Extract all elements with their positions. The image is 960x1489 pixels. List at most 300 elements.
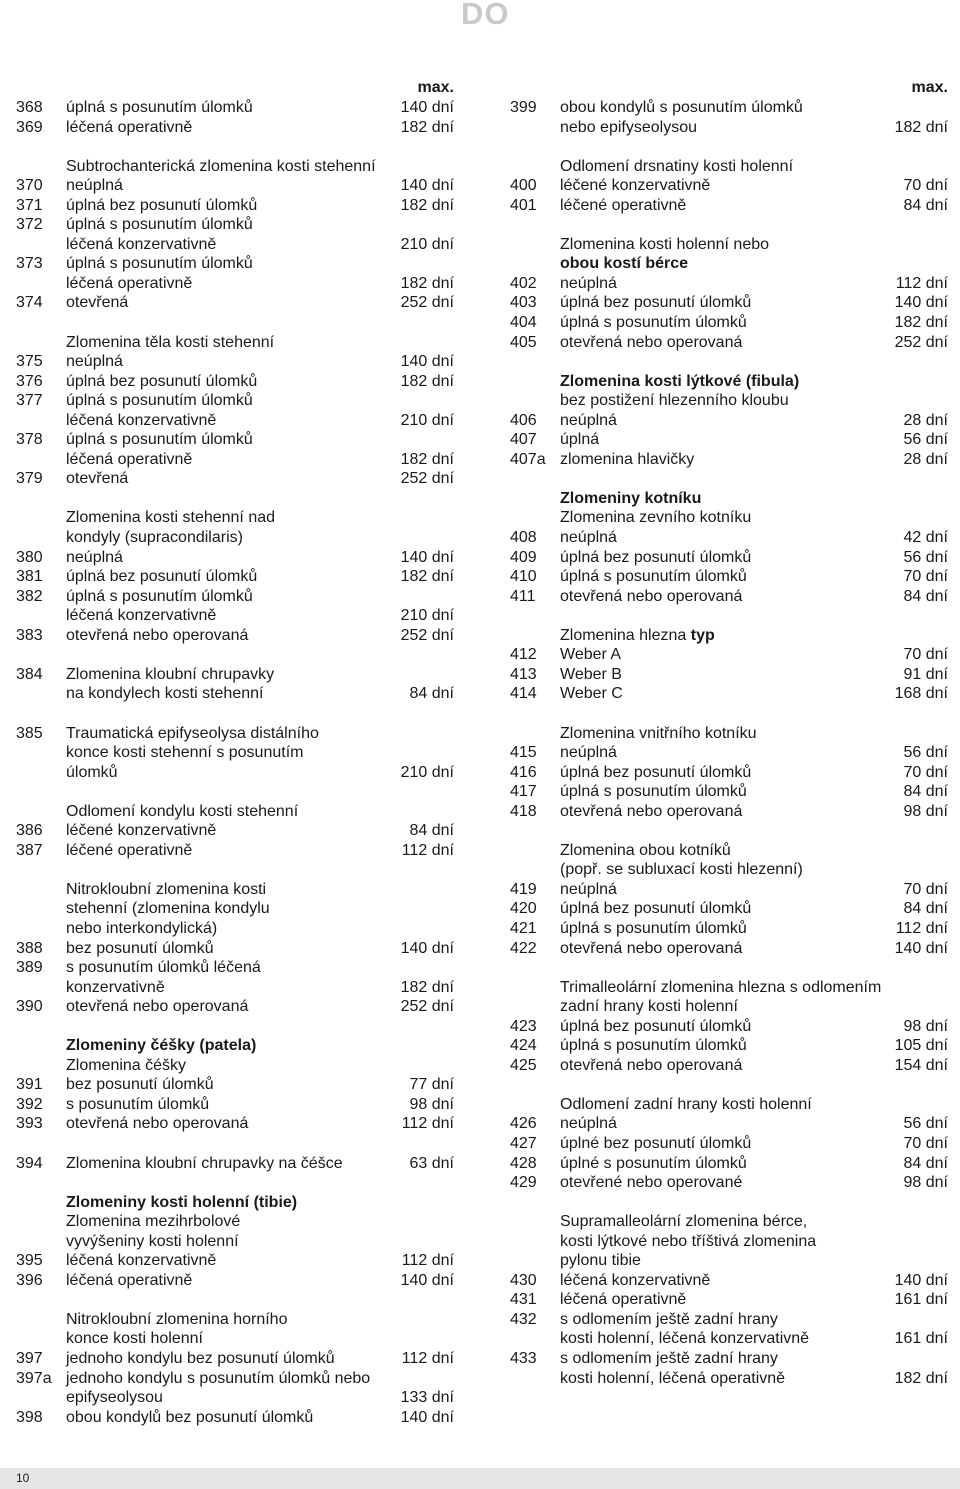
max-duration: 140 dní [400,1408,454,1426]
item-description: neúplná [560,529,617,547]
item-description: Weber A [560,646,622,664]
item-code: 370 [16,177,43,195]
item-description: Subtrochanterická zlomenina kosti stehenní [66,157,376,175]
item-row [16,1154,454,1174]
max-duration: 140 dní [400,177,454,195]
item-code: 429 [510,1174,537,1192]
item-row [510,1134,948,1154]
item-code: 421 [510,919,537,937]
item-description: neúplná [66,177,123,195]
item-description: léčená konzervativně [66,235,217,253]
heading-row [16,274,454,294]
section-gap [16,1017,454,1037]
item-description: Zlomenina vnitřního kotníku [560,724,757,742]
item-description: léčená konzervativně [66,607,217,625]
max-duration: 140 dní [400,939,454,957]
item-description [560,626,942,646]
max-duration: 77 dní [409,1076,454,1094]
heading-row [510,626,948,646]
item-row [510,1154,948,1174]
item-description: kondyly (supracondilaris) [66,529,243,547]
max-duration: 98 dní [903,1174,948,1192]
section-heading: Zlomenina kosti lýtkové (fibula) [560,372,800,390]
item-description: léčená konzervativně [66,1252,217,1270]
item-code: 373 [16,255,43,273]
heading-row [510,118,948,138]
section-gap [16,1173,454,1193]
max-duration: 28 dní [903,450,948,468]
heading-row [16,606,454,626]
item-code: 376 [16,372,43,390]
item-description: léčená konzervativně [560,1271,711,1289]
heading-row [510,1329,948,1349]
item-row [16,1075,454,1095]
item-row [16,958,454,978]
item-description: otevřená nebo operovaná [560,939,743,957]
section-gap [16,489,454,509]
item-description: Zlomenina kosti holenní nebo [560,235,770,253]
item-description: léčená operativně [560,1291,687,1309]
item-description: pylonu tibie [560,1252,641,1270]
item-code: 386 [16,822,43,840]
max-duration: 84 dní [903,783,948,801]
item-row [16,1408,454,1428]
item-row [510,98,948,118]
max-duration: 98 dní [409,1095,454,1113]
item-description: zadní hrany kosti holenní [560,998,738,1016]
section-gap [510,704,948,724]
item-code: 384 [16,665,43,683]
item-row [510,1017,948,1037]
item-row [16,841,454,861]
item-code: 406 [510,411,537,429]
item-row [16,391,454,411]
item-code: 428 [510,1154,537,1172]
item-description: Odlomení zadní hrany kosti holenní [560,1095,812,1113]
max-duration: 63 dní [409,1154,454,1172]
left-column [16,78,454,1427]
heading-row [16,508,454,528]
item-description: Odlomení drsnatiny kosti holenní [560,157,794,175]
item-description: neúplná [66,548,123,566]
item-description: otevřená nebo operovaná [66,626,249,644]
item-row [510,1310,948,1330]
max-duration: 182 dní [400,196,454,214]
max-duration: 84 dní [409,822,454,840]
item-description: otevřená nebo operovaná [560,802,743,820]
item-description: úplná bez posunutí úlomků [66,196,258,214]
item-description: Zlomenina kloubní chrupavky na čéšce [66,1154,343,1172]
max-duration: 210 dní [400,235,454,253]
max-duration: 28 dní [903,411,948,429]
section-gap [16,645,454,665]
max-duration: 154 dní [894,1056,948,1074]
max-duration: 140 dní [400,548,454,566]
item-description: úplná [560,431,600,449]
item-description: léčená operativně [66,450,193,468]
item-code: 403 [510,294,537,312]
item-code: 411 [510,587,536,605]
heading-row [16,880,454,900]
max-duration: 70 dní [903,568,948,586]
max-duration: 252 dní [400,294,454,312]
item-description: úplná s posunutím úlomků [560,568,747,586]
item-description: otevřená nebo operovaná [560,333,743,351]
item-description: s posunutím úlomků [66,1095,210,1113]
item-description: úplná bez posunutí úlomků [66,568,258,586]
item-description: Weber B [560,665,622,683]
item-code: 401 [510,196,537,214]
item-row [510,176,948,196]
item-description: léčená konzervativně [66,411,217,429]
item-row [16,997,454,1017]
item-code: 432 [510,1310,537,1328]
item-row [16,665,454,685]
item-row [510,1056,948,1076]
section-heading: Zlomeniny kosti holenní (tibie) [66,1193,298,1211]
max-duration: 140 dní [400,1271,454,1289]
max-duration: 84 dní [409,685,454,703]
section-gap [16,1134,454,1154]
max-duration: 252 dní [400,626,454,644]
max-duration: 56 dní [903,431,948,449]
max-duration: 112 dní [401,1252,454,1270]
item-description: Zlomenina mezihrbolové [66,1213,241,1231]
heading-row [510,841,948,861]
item-code: 388 [16,939,43,957]
item-description: Supramalleolární zlomenina bérce, [560,1213,808,1231]
item-description: úplná bez posunutí úlomků [560,900,752,918]
item-row [510,763,948,783]
max-duration: 182 dní [400,450,454,468]
heading-row [510,724,948,744]
heading-row [510,489,948,509]
item-code: 399 [510,99,537,116]
item-row [510,1173,948,1193]
max-duration: 98 dní [903,1017,948,1035]
item-description: úplná s posunutím úlomků [560,783,747,801]
item-description: Trimalleolární zlomenina hlezna s odlomením [560,978,882,996]
max-duration: 182 dní [400,274,454,292]
item-description: léčené konzervativně [560,177,711,195]
item-code: 405 [510,333,537,351]
max-duration: 182 dní [400,568,454,586]
max-duration: 112 dní [401,841,454,859]
item-code: 400 [510,177,537,195]
item-row [16,118,454,138]
max-duration: 98 dní [903,802,948,820]
item-row [16,430,454,450]
item-code: 389 [16,959,43,977]
heading-row [510,1369,948,1389]
heading-row [510,235,948,255]
item-code: 382 [16,587,43,605]
item-row [510,939,948,959]
max-duration: 161 dní [894,1330,948,1348]
item-row [510,274,948,294]
item-description: kosti holenní, léčená konzervativně [560,1330,810,1348]
item-row [510,1114,948,1134]
item-row [510,919,948,939]
item-row [16,724,454,744]
section-gap [16,313,454,333]
item-description: úlomků [66,763,118,781]
item-code: 398 [16,1408,43,1426]
max-duration: 182 dní [400,978,454,996]
heading-row [510,254,948,274]
max-duration: 105 dní [894,1037,948,1055]
heading-row [510,391,948,411]
item-description: Weber C [560,685,623,703]
item-code: 425 [510,1056,537,1074]
heading-row [16,1036,454,1056]
item-code: 404 [510,314,537,332]
item-row [16,1349,454,1369]
max-duration: 252 dní [894,333,948,351]
item-description: (popř. se subluxací kosti hlezenní) [560,861,803,879]
page-header [0,0,960,44]
item-code: 418 [510,802,537,820]
section-gap [510,1193,948,1213]
max-duration: 210 dní [400,763,454,781]
max-duration: 70 dní [903,880,948,898]
section-gap [510,821,948,841]
item-code: 426 [510,1115,537,1133]
item-row [16,98,454,118]
item-code: 395 [16,1252,43,1270]
item-code: 392 [16,1095,43,1113]
item-row [16,372,454,392]
item-row [510,684,948,704]
item-code: 397a [16,1369,52,1387]
max-duration: 210 dní [400,411,454,429]
page-footer [0,1468,960,1489]
max-duration: 112 dní [401,1350,454,1367]
item-row [16,1271,454,1291]
item-code: 407a [510,450,546,468]
section-gap [510,1075,948,1095]
item-row [16,469,454,489]
item-row [16,215,454,235]
item-row [16,254,454,274]
item-row [16,587,454,607]
heading-row [16,411,454,431]
heading-row [16,919,454,939]
item-description: úplná bez posunutí úlomků [560,763,752,781]
max-duration: 91 dní [903,665,948,683]
heading-row [510,157,948,177]
item-description: otevřená nebo operovaná [66,998,249,1016]
item-description: nebo interkondylická) [66,919,218,937]
max-duration: 84 dní [903,196,948,214]
heading-row [16,1193,454,1213]
max-duration: 70 dní [903,1134,948,1152]
item-description: konzervativně [66,978,165,996]
item-description: epifyseolysou [66,1389,163,1407]
item-code: 381 [16,568,43,586]
item-code: 430 [510,1271,537,1289]
item-code: 410 [510,568,537,586]
item-description: zlomenina hlavičky [560,450,695,468]
item-code: 415 [510,744,537,762]
heading-row [16,1388,454,1408]
item-code: 375 [16,353,43,371]
item-description: úplná bez posunutí úlomků [560,294,752,312]
item-code: 417 [510,783,537,801]
item-row [510,528,948,548]
section-gap [16,860,454,880]
heading-row [16,528,454,548]
item-description: neúplná [560,411,617,429]
item-row [510,1290,948,1310]
max-duration: 84 dní [903,587,948,605]
item-description: úplná s posunutím úlomků [66,99,253,116]
item-code: 372 [16,216,43,234]
item-description: neúplná [560,744,617,762]
max-duration: 210 dní [400,607,454,625]
item-code: 407 [510,431,537,449]
item-code: 378 [16,431,43,449]
item-description: otevřená nebo operovaná [66,1115,249,1133]
heading-row [16,1329,454,1349]
heading-row [510,860,948,880]
item-description: bez posunutí úlomků [66,939,214,957]
item-code: 412 [510,646,537,664]
item-description: konce kosti stehenní s posunutím [66,744,304,762]
item-description-emphasis: typ [690,626,715,644]
item-code: 413 [510,665,537,683]
section-gap [510,352,948,372]
item-description: léčené operativně [66,841,193,859]
max-duration: 84 dní [903,900,948,918]
max-duration: 84 dní [903,1154,948,1172]
item-code: 379 [16,470,43,488]
item-code: 419 [510,880,537,898]
heading-row [16,333,454,353]
max-duration: 42 dní [903,529,948,547]
item-description: úplné bez posunutí úlomků [560,1134,752,1152]
heading-row [510,1212,948,1232]
heading-row [510,978,948,998]
max-duration: 140 dní [400,99,454,116]
item-description: jednoho kondylu s posunutím úlomků nebo [66,1369,371,1387]
max-duration: 56 dní [903,548,948,566]
heading-row [510,1095,948,1115]
item-code: 385 [16,724,43,742]
max-duration: 140 dní [400,353,454,371]
item-code: 416 [510,763,537,781]
item-description: léčená operativně [66,118,193,136]
item-description: bez posunutí úlomků [66,1076,214,1094]
max-duration: 140 dní [894,294,948,312]
item-row [16,176,454,196]
item-description: neúplná [66,353,123,371]
max-duration: 112 dní [895,274,948,292]
max-duration: 56 dní [903,744,948,762]
item-row [16,1095,454,1115]
section-heading: obou kostí bérce [560,255,689,273]
max-duration: 112 dní [401,1115,454,1133]
item-description: Zlomenina kosti stehenní nad [66,509,276,527]
item-description: neúplná [560,880,617,898]
max-duration: 133 dní [400,1389,454,1407]
item-description: úplná s posunutím úlomků [66,431,253,449]
heading-row [510,997,948,1017]
max-duration: 70 dní [903,763,948,781]
item-code: 414 [510,685,537,703]
item-description: Zlomenina zevního kotníku [560,509,752,527]
item-row [510,548,948,568]
item-code: 368 [16,99,43,116]
heading-row [16,1056,454,1076]
heading-row [510,1251,948,1271]
heading-row [16,978,454,998]
section-heading: Zlomeniny čéšky (patela) [66,1037,257,1055]
max-duration: 161 dní [894,1291,948,1309]
item-row [510,313,948,333]
item-code: 383 [16,626,43,644]
section-gap [510,469,948,489]
max-duration: 140 dní [894,939,948,957]
item-description: Odlomení kondylu kosti stehenní [66,802,299,820]
item-code: 433 [510,1350,537,1367]
item-description: kosti lýtkové nebo tříštivá zlomenina [560,1232,817,1250]
heading-row [16,684,454,704]
item-description: konce kosti holenní [66,1330,203,1348]
item-code: 396 [16,1271,43,1289]
heading-row [510,508,948,528]
item-description: vyvýšeniny kosti holenní [66,1232,239,1250]
heading-row [16,235,454,255]
item-description: úplná s posunutím úlomků [66,216,253,234]
item-code: 409 [510,548,537,566]
item-description: úplné s posunutím úlomků [560,1154,747,1172]
item-description: obou kondylů s posunutím úlomků [560,99,803,116]
item-row [510,1349,948,1369]
max-duration: 182 dní [894,314,948,332]
item-description: úplná s posunutím úlomků [560,919,747,937]
item-row [16,567,454,587]
item-row [510,333,948,353]
item-code: 380 [16,548,43,566]
item-row [510,1271,948,1291]
item-row [510,899,948,919]
item-description: bez postižení hlezenního kloubu [560,392,789,410]
item-row [510,411,948,431]
item-description: úplná bez posunutí úlomků [66,372,258,390]
section-gap [510,215,948,235]
item-description: úplná s posunutím úlomků [66,392,253,410]
heading-row [16,450,454,470]
item-description: nebo epifyseolysou [560,118,697,136]
item-description: úplná s posunutím úlomků [560,1037,747,1055]
item-row [510,293,948,313]
item-code: 431 [510,1291,537,1309]
heading-row [16,1212,454,1232]
item-code: 387 [16,841,43,859]
item-code: 369 [16,118,43,136]
item-row [16,1251,454,1271]
item-description: obou kondylů bez posunutí úlomků [66,1408,314,1426]
item-description-text: Zlomenina hlezna [560,626,691,644]
section-gap [16,704,454,724]
item-row [510,567,948,587]
item-code: 393 [16,1115,43,1133]
item-description: Zlomenina čéšky [66,1056,187,1074]
item-description: s odlomením ještě zadní hrany [560,1350,778,1367]
left-rows [16,98,454,1427]
item-code: 427 [510,1134,537,1152]
